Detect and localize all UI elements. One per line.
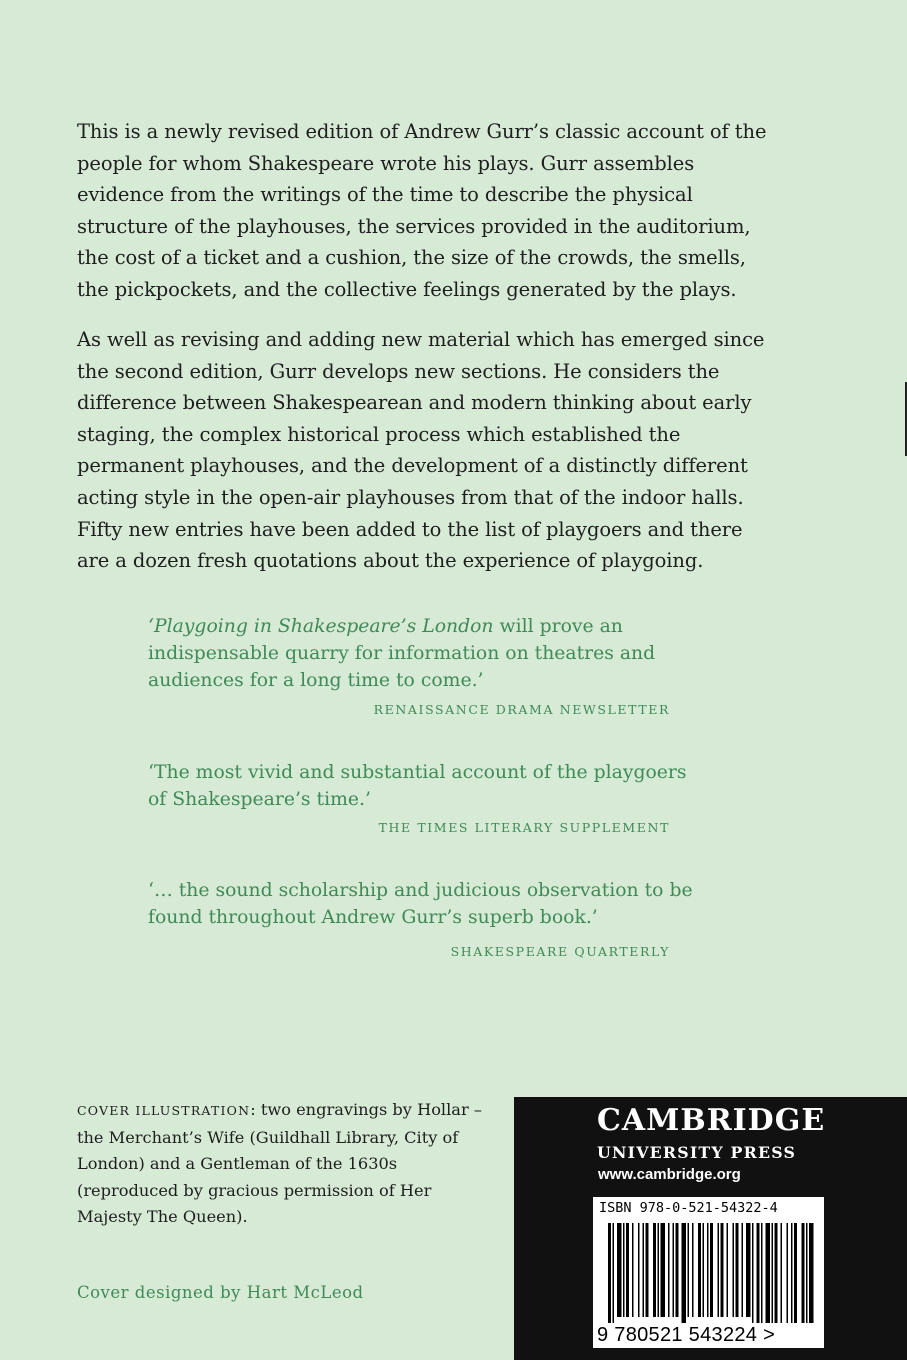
review-source-1: RENAISSANCE DRAMA NEWSLETTER xyxy=(373,702,670,717)
barcode-bar xyxy=(809,1223,814,1323)
barcode-bar xyxy=(703,1223,705,1317)
credit-label: COVER ILLUSTRATION xyxy=(77,1103,251,1118)
barcode xyxy=(593,1197,824,1348)
barcode-bar xyxy=(623,1223,625,1317)
barcode-bar xyxy=(698,1223,701,1317)
barcode-bar xyxy=(727,1223,729,1317)
barcode-bar xyxy=(688,1223,690,1317)
review-source-3: SHAKESPEARE QUARTERLY xyxy=(450,944,670,959)
barcode-bar xyxy=(733,1223,735,1317)
barcode-bar xyxy=(718,1223,720,1317)
barcode-bar xyxy=(791,1223,793,1323)
barcode-bar xyxy=(806,1223,808,1323)
barcode-bar xyxy=(653,1223,656,1317)
barcode-bar xyxy=(638,1223,640,1317)
barcode-bar xyxy=(794,1223,797,1323)
publisher-subtitle: UNIVERSITY PRESS xyxy=(597,1143,797,1162)
review-quote-3: ‘… the sound scholarship and judicious observation to be found throughout Andrew Gurr’s superb book.’ xyxy=(148,880,693,928)
barcode-bar xyxy=(626,1223,629,1317)
barcode-bar xyxy=(736,1223,739,1317)
publisher-url: www.cambridge.org xyxy=(598,1166,741,1183)
barcode-bar xyxy=(710,1223,713,1317)
barcode-bar xyxy=(613,1223,615,1323)
barcode-bar xyxy=(761,1223,763,1323)
barcode-bar xyxy=(692,1223,694,1317)
barcode-bar xyxy=(707,1223,709,1317)
barcode-bar xyxy=(643,1223,645,1317)
publisher-name: CAMBRIDGE xyxy=(597,1103,826,1138)
blurb-paragraph-1: This is a newly revised edition of Andrew Gurr’s classic account of the people for whom Shakespeare wrote his plays. Gurr assembles evidence from the writings of the time to describe the physical structure of the playhouses, the services provided in the auditorium, the cost of a ticket and a cushion, the size of the crowds, the smells, the pickpockets, and the collective feelings generated by the plays. xyxy=(77,120,767,301)
isbn-number: ISBN 978-0-521-54322-4 xyxy=(599,1200,778,1216)
barcode-bar xyxy=(668,1223,670,1317)
barcode-bar xyxy=(766,1223,771,1323)
barcode-bar xyxy=(757,1223,760,1323)
blurb-paragraph-2: As well as revising and adding new material which has emerged since the second edition, Gurr develops new sections. He considers the difference between Shakespearean and modern thinking about early staging, the complex historical process which established the permanent playhouses, and the development of a distinctly different acting style in the open-air playhouses from that of the indoor halls. Fifty new entries have been added to the list of playgoers and there are a dozen fresh quotations about the experience of playgoing. xyxy=(77,328,765,573)
publisher-block xyxy=(514,1097,907,1360)
barcode-bar xyxy=(742,1223,744,1317)
barcode-bar xyxy=(781,1223,783,1323)
credit-text: : two engravings by Hollar – the Merchant’s Wife (Guildhall Library, City of London) and a Gentleman of the 1630s (reproduced by gracious permission of Her Majesty The Queen). xyxy=(77,1100,482,1226)
barcode-bar xyxy=(775,1223,778,1323)
barcode-bar xyxy=(661,1223,666,1317)
review-quote-1 xyxy=(148,613,693,694)
barcode-bar xyxy=(787,1223,789,1323)
barcode-bar xyxy=(746,1223,751,1317)
barcode-bar xyxy=(608,1223,611,1323)
barcode-bar xyxy=(772,1223,774,1323)
cover-illustration-credit xyxy=(77,1097,497,1231)
barcode-bars xyxy=(598,1223,820,1323)
barcode-bar xyxy=(617,1223,622,1317)
barcode-bar xyxy=(646,1223,649,1317)
barcode-bar xyxy=(676,1223,679,1317)
barcode-digits: 9 780521 543224 > xyxy=(597,1324,776,1346)
barcode-bar xyxy=(752,1223,754,1323)
barcode-bar xyxy=(802,1223,805,1323)
barcode-bar xyxy=(721,1223,724,1317)
review-quote-2: ‘The most vivid and substantial account of the playgoers of Shakespeare’s time.’ xyxy=(148,762,687,810)
cover-designer-credit: Cover designed by Hart McLeod xyxy=(77,1283,364,1302)
review-source-2: THE TIMES LITERARY SUPPLEMENT xyxy=(378,820,670,835)
barcode-bar xyxy=(673,1223,675,1317)
review-quote-1-text: will prove an indispensable quarry for information on theatres and audiences for a long time to come.’ xyxy=(148,616,656,691)
book-title: ‘Playgoing in Shakespeare’s London xyxy=(148,616,494,637)
barcode-bar xyxy=(658,1223,660,1317)
barcode-bar xyxy=(632,1223,634,1317)
barcode-bar xyxy=(682,1223,687,1323)
